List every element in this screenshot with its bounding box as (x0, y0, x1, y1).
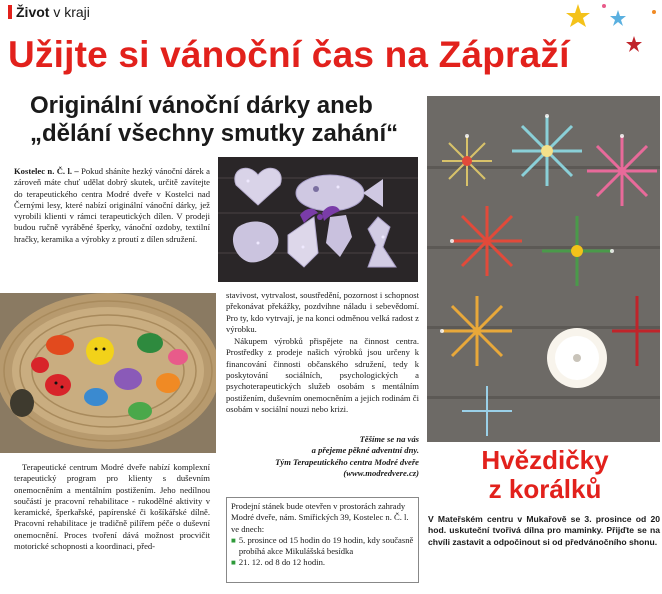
star-red-icon (626, 36, 642, 52)
signature-line-3: Tým Terapeutického centra Modré dveře (275, 456, 419, 467)
article-column-left-bottom (14, 462, 210, 553)
photo-beaded-stars (427, 96, 660, 442)
sidebar-text: V Mateřském centru v Mukařově se 3. prosince od 20 hod. uskuteční tvořivá dílna pro maminky. Přijďte se na chvíli zastavit a odpočinout si od předvánočního shonu. (428, 514, 660, 547)
info-box-item-text: 5. prosince od 15 hodin do 19 hodin, kdy současně probíhá akce Mikulášská besídka (238, 534, 414, 557)
photo-felt-ornaments (218, 157, 418, 282)
info-box-item (231, 557, 414, 568)
info-box-item (231, 535, 414, 558)
subheadline (30, 92, 398, 148)
signature-line-1: Těšíme se na vás (359, 434, 419, 444)
article-dateline: Kostelec n. Č. l. – (14, 166, 79, 176)
article-column-left-top (14, 166, 210, 246)
info-box-item-text: 21. 12. od 8 do 12 hodin. (238, 557, 326, 568)
section-label-rest: v kraji (53, 4, 90, 20)
info-box-intro: Prodejní stánek bude otevřen v prostorách zahrady Modré dveře, nám. Smiřických 39, Kostelec n. Č. l. ve dnech: (231, 501, 409, 534)
signature-line-4: (www.modredvere.cz) (343, 467, 419, 478)
section-tag (8, 4, 90, 20)
headline: Užijte si vánoční čas na Zápraží (8, 34, 570, 75)
section-label (16, 4, 90, 20)
sales-info-box (226, 497, 419, 583)
subheadline-line-1: Originální vánoční dárky aneb (30, 92, 373, 119)
article-paragraph-continuation: stavivost, vytrvalost, soustředění, pozornost i schopnost překonávat překážky, pozdvihne náladu i sebevědomí. Pro ty, kdo vytrvají, je na konci odměnou velká radost z výrobku. (226, 290, 419, 334)
bullet-square-icon: ■ (231, 535, 236, 545)
dot-pink (602, 4, 606, 8)
article-column-middle (226, 290, 419, 416)
sidebar-title (430, 446, 660, 504)
star-blue-icon (610, 10, 626, 26)
photo-felt-basket (0, 293, 216, 453)
article-paragraph-purchase: Nákupem výrobků přispějete na činnost centra. Prostředky z prodeje našich výrobků jsou určeny k financování činnosti občanského sdružení, tedy k poskytování sociálních, psychologických a psychoterapeutických služeb osobám s mentálním postižením, duševním onemocněním a jejich rodinám či osobám v sociální nouzi nebo krizi. (226, 336, 419, 414)
sidebar-title-line-2: z korálků (488, 474, 602, 504)
star-gold-icon (566, 4, 590, 27)
bullet-square-icon: ■ (231, 558, 236, 568)
article-lead-text: Pokud sháníte hezký vánoční dárek a zároveň máte chuť udělat dobrý skutek, určitě zavítejte do terapeutického centra Modré dveře v Kostelci nad Černými lesy, které nabízí originální vánoční dárky, jež vyrobili klienti v rámci terapeutických dílen. V prodeji budou ručně vyráběné šperky, vánoční ozdoby, textilní hračky, keramika a výrobky z proutí z dílen sdružení. (14, 166, 210, 244)
dot-orange (652, 10, 656, 14)
article-signature (226, 434, 419, 479)
signature-line-2: a přejeme pěkné adventní dny. (311, 445, 419, 456)
article-lead-paragraph (14, 166, 210, 245)
article-paragraph-center: Terapeutické centrum Modré dveře nabízí komplexní terapeutický program pro klienty s duševním onemocněním a mentálním postižením. Jeho nedílnou součástí je pracovní rehabilitace - rukodělné aktivity v keramické, šperkařské, papírenské či košíkářské dílně. Pracovní rehabilitace je tradičně pilířem péče o duševní onemocnění. Proces tvoření dává možnost procvičit motorické schopnosti a koordinaci, před- (14, 462, 210, 552)
section-tag-bar (8, 5, 12, 19)
section-label-bold: Život (16, 4, 50, 20)
decorative-stars (560, 0, 660, 60)
sidebar-title-line-1: Hvězdičky (481, 445, 609, 475)
subheadline-line-2: „dělání všechny smutky zahání“ (30, 120, 399, 147)
